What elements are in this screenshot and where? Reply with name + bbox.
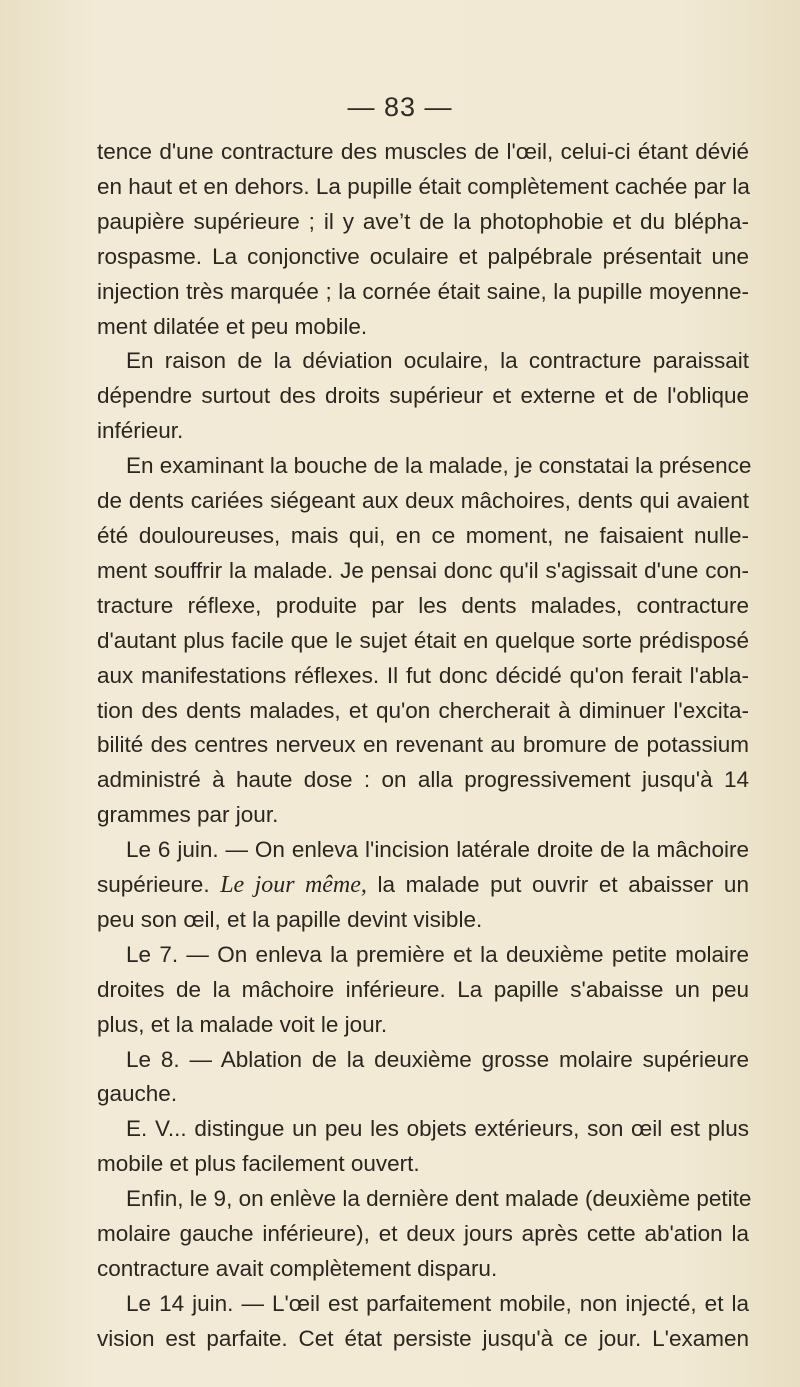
text-line: Le 6 juin. — On enleva l'incision latérale droite de la mâchoire: [126, 837, 749, 863]
text-line: plus, et la malade voit le jour.: [97, 1011, 388, 1037]
text-line: injection très marquée ; la cornée était saine, la pupille moyenne-: [97, 278, 749, 304]
text-line: peu son œil, et la papille devint visible.: [97, 906, 483, 932]
text-line: de dents cariées siégeant aux deux mâchoires, dents qui avaient: [97, 488, 749, 514]
text-segment: la malade put ouvrir et abaisser un: [377, 872, 749, 898]
text-line: Enfin, le 9, on enlève la dernière dent malade (deuxième petite: [126, 1186, 752, 1212]
text-line: en haut et en dehors. La pupille était complètement cachée par la: [97, 173, 750, 199]
text-line: E. V... distingue un peu les objets extérieurs, son œil est plus: [126, 1116, 749, 1142]
text-line: bilité des centres nerveux en revenant au bromure de potassium: [97, 732, 749, 758]
text-line: tracture réflexe, produite par les dents malades, contracture: [97, 592, 749, 618]
text-line-mixed: [97, 868, 749, 903]
text-line: tion des dents malades, et qu'on chercherait à diminuer l'excita-: [97, 697, 749, 723]
text-line: molaire gauche inférieure), et deux jours après cette ab'ation la: [97, 1221, 749, 1247]
text-segment: supérieure.: [97, 872, 210, 898]
text-line: droites de la mâchoire inférieure. La papille s'abaisse un peu: [97, 976, 749, 1002]
page-number: — 83 —: [347, 92, 453, 122]
text-line: Le 8. — Ablation de la deuxième grosse molaire supérieure: [126, 1046, 749, 1072]
text-line: vision est parfaite. Cet état persiste jusqu'à ce jour. L'examen: [97, 1325, 749, 1351]
text-line: tence d'une contracture des muscles de l'œil, celui-ci étant dévié: [97, 139, 749, 164]
text-line: Le 7. — On enleva la première et la deuxième petite molaire: [126, 941, 749, 967]
text-line: contracture avait complètement disparu.: [97, 1256, 498, 1281]
text-line: aux manifestations réflexes. Il fut donc décidé qu'on ferait l'abla-: [97, 662, 749, 688]
text-line: ment souffrir la malade. Je pensai donc qu'il s'agissait d'une con-: [97, 557, 749, 583]
text-line: dépendre surtout des droits supérieur et externe et de l'oblique: [97, 383, 749, 409]
body-text: [97, 135, 752, 1357]
text-line: En examinant la bouche de la malade, je constatai la présence: [126, 453, 752, 479]
text-line: grammes par jour.: [97, 802, 279, 828]
text-line: ment dilatée et peu mobile.: [97, 313, 368, 339]
text-line: En raison de la déviation oculaire, la contracture paraissait: [126, 348, 749, 374]
text-line: été douloureuses, mais qui, en ce moment, ne faisaient nulle-: [97, 522, 749, 548]
text-line: Le 14 juin. — L'œil est parfaitement mobile, non injecté, et la: [126, 1290, 749, 1316]
text-line: rospasme. La conjonctive oculaire et palpébrale présentait une: [97, 243, 749, 269]
text-line: paupière supérieure ; il y ave’t de la photophobie et du blépha-: [97, 208, 749, 234]
text-line: gauche.: [97, 1081, 178, 1107]
text-line: mobile et plus facilement ouvert.: [97, 1151, 420, 1177]
text-line: d'autant plus facile que le sujet était en quelque sorte prédisposé: [97, 627, 749, 653]
italic-segment: Le jour même,: [220, 872, 367, 899]
text-line: administré à haute dose : on alla progressivement jusqu'à 14: [97, 767, 749, 793]
text-line: inférieur.: [97, 418, 184, 444]
